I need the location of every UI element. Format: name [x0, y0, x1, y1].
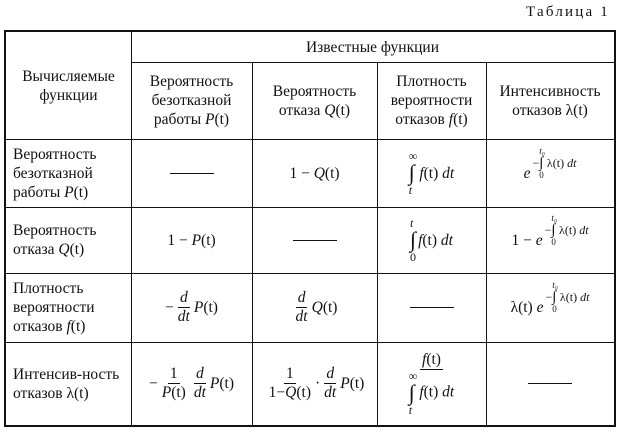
- column-header-lambda: Интенсивность отказов λ(t): [499, 82, 601, 119]
- formula-p-from-f: ∞ ∫ t f (t) dt: [408, 149, 455, 197]
- row-label-p: Вероятность безотказной работы P(t): [13, 145, 97, 201]
- formula-p-from-q: 1 − Q (t): [289, 164, 340, 182]
- row-label-lambda: Интенсив-ность отказов λ(t): [13, 365, 120, 402]
- formula-lambda-from-f: f(t) ∞ ∫ t f(t) dt: [408, 351, 455, 417]
- cell-lambda-from-lambda: [486, 342, 614, 425]
- row-label-q: Вероятность отказа Q(t): [13, 222, 97, 258]
- column-header-f: Плотность вероятности отказов f(t): [390, 73, 473, 128]
- formula-lambda-from-q: $\frac{1}{1-Q(t)}$ · $\frac{d}{dt}$ P (t): [268, 365, 365, 401]
- formula-q-from-p: 1 − P (t): [167, 231, 216, 249]
- formula-table: [4, 30, 616, 427]
- formula-lambda-from-p: − $\frac{1}{P(t)}$ $\frac{d}{dt}$ P (t): [148, 365, 235, 401]
- cell-q-from-q: [252, 207, 377, 273]
- formula-p-from-lambda: e − t₀ ∫ 0 λ (t) dt: [523, 145, 577, 182]
- known-functions-label: Известные функции: [305, 38, 440, 56]
- row-label-f: Плотность вероятности отказов f(t): [13, 280, 95, 335]
- formula-f-from-p: − $\frac{d}{dt}$ P (t): [165, 289, 218, 325]
- cell-p-from-p: [131, 139, 252, 207]
- formula-q-from-f: t ∫ 0 f (t) dt: [410, 216, 453, 264]
- formula-f-from-lambda: λ (t) e − t₀ ∫ 0 λ (t) dt: [510, 280, 590, 316]
- row-header-cell: [6, 32, 131, 139]
- formula-f-from-q: $\frac{d}{dt}$ Q (t): [295, 289, 338, 325]
- column-header-q: Вероятность отказа Q(t): [272, 82, 357, 119]
- formula-q-from-lambda: 1 − e − t₀ ∫ 0 λ (t) dt: [511, 212, 589, 249]
- table-caption: Таблица 1: [526, 4, 610, 20]
- column-header-p: Вероятность безотказной работы P(t): [149, 73, 234, 128]
- row-header-label: Вычисляемые функции: [22, 67, 115, 104]
- known-functions-header: [131, 32, 614, 62]
- cell-f-from-f: [377, 273, 486, 342]
